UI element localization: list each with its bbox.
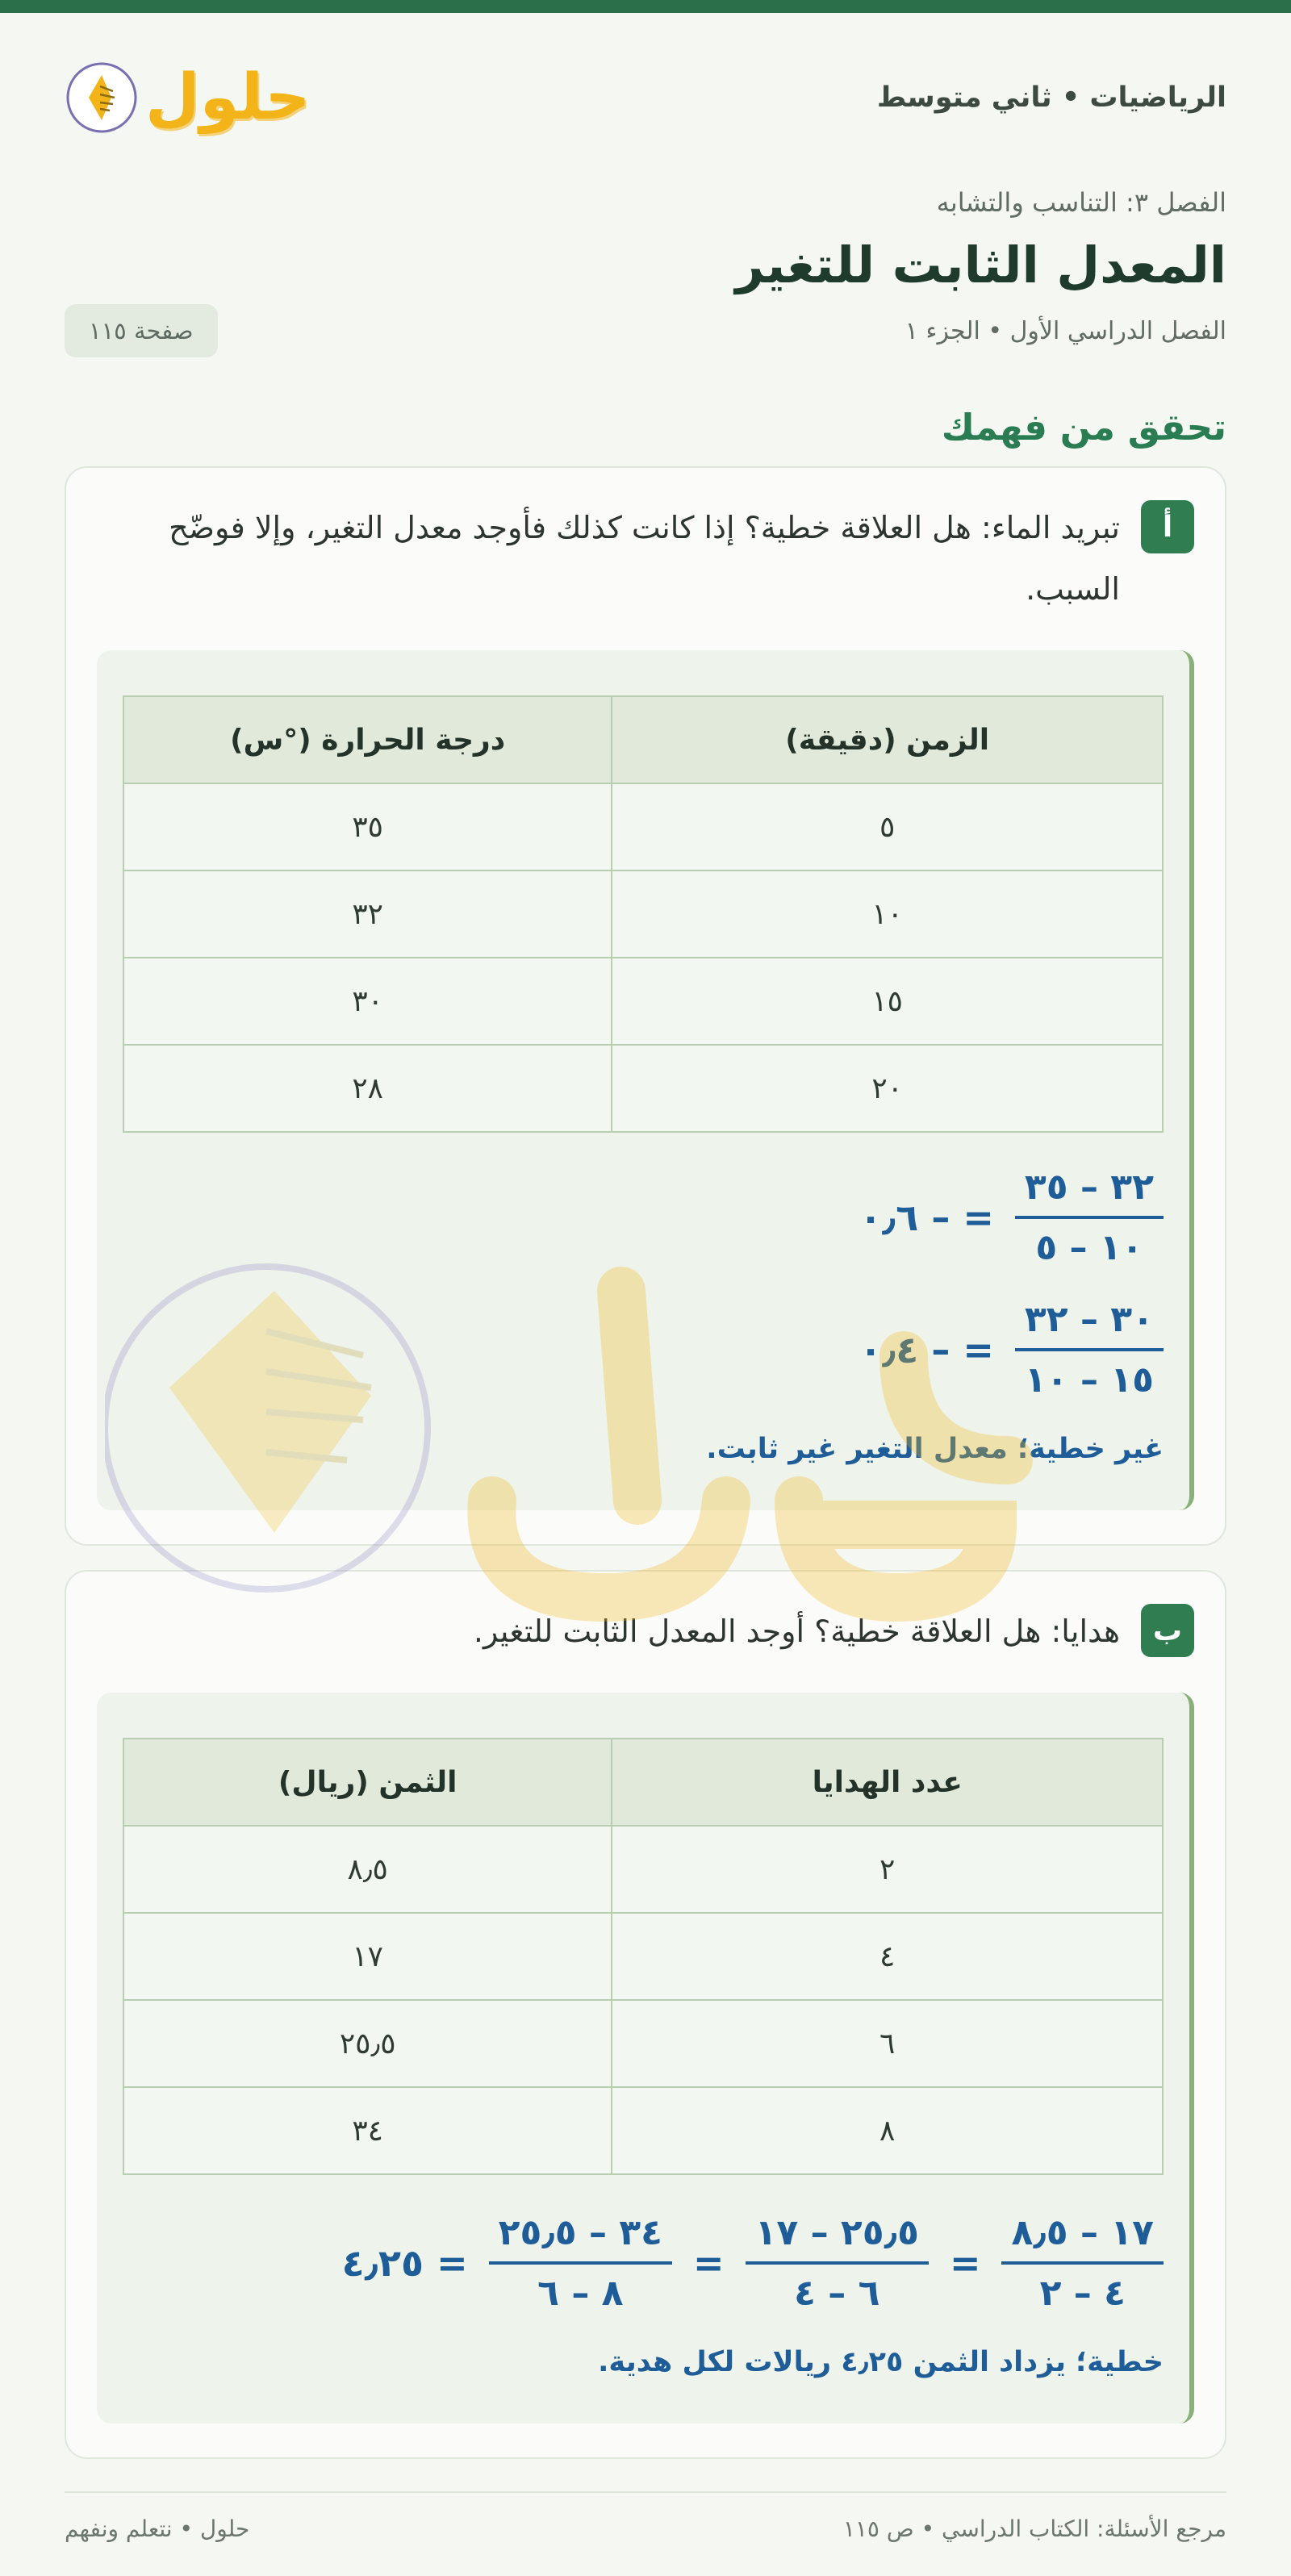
fraction-numerator: ٢٥٫٥ – ١٧: [746, 2212, 929, 2265]
equation-result: = – ٠٫٤: [859, 1328, 994, 1372]
column-header: عدد الهدايا: [612, 1739, 1163, 1826]
table-cell: ٣٤: [123, 2087, 612, 2174]
column-header: الزمن (دقيقة): [612, 696, 1163, 783]
table-cell: ٥: [612, 783, 1163, 870]
equation-line: [123, 2212, 1164, 2314]
footer-reference: مرجع الأسئلة: الكتاب الدراسي • ص ١١٥: [842, 2515, 1226, 2542]
table-row: [123, 1826, 1163, 1913]
table-cell: ٨٫٥: [123, 1826, 612, 1913]
fraction: [746, 2212, 929, 2314]
equation-result: = ٤٫٢٥: [341, 2241, 468, 2285]
fraction-numerator: ٣٠ – ٣٢: [1015, 1299, 1164, 1351]
equation-line: [123, 1299, 1164, 1401]
question-card-a: [65, 466, 1226, 1546]
fraction: [1015, 1167, 1164, 1268]
table-row: [123, 1913, 1163, 2000]
equals-sign: =: [949, 2241, 981, 2285]
table-row: [123, 783, 1163, 870]
logo-wordmark: حلول: [145, 61, 311, 134]
table-cell: ٨: [612, 2087, 1163, 2174]
question-badge: ب: [1141, 1604, 1194, 1657]
fraction: [489, 2212, 672, 2314]
table-cell: ١٠: [612, 870, 1163, 958]
lesson-meta: [65, 304, 1226, 357]
table-row: [123, 958, 1163, 1045]
logo-emblem-icon: [65, 61, 139, 135]
top-accent-bar: [0, 0, 1291, 13]
fraction-denominator: ٦ – ٤: [794, 2273, 880, 2314]
page-content: [0, 13, 1291, 2542]
table-cell: ٢٨: [123, 1045, 612, 1132]
question-card-b: [65, 1570, 1226, 2459]
question-row: [97, 497, 1194, 620]
table-row: [123, 2000, 1163, 2087]
question-badge: أ: [1141, 500, 1194, 553]
answer-conclusion: خطية؛ يزداد الثمن ٤٫٢٥ ريالات لكل هدية.: [598, 2346, 1164, 2378]
question-row: [97, 1601, 1194, 1662]
question-text: هدايا: هل العلاقة خطية؟ أوجد المعدل الثابت للتغير.: [473, 1614, 1120, 1649]
data-table: [123, 1738, 1164, 2175]
fraction-numerator: ٣٢ – ٣٥: [1015, 1167, 1164, 1219]
data-table: [123, 695, 1164, 1133]
table-row: [123, 870, 1163, 958]
fraction-denominator: ٤ – ٢: [1039, 2273, 1126, 2314]
fraction-numerator: ١٧ – ٨٫٥: [1001, 2212, 1164, 2265]
answer-panel: [97, 1693, 1194, 2424]
lesson-title: المعدل الثابت للتغير: [735, 236, 1226, 294]
subject-label: الرياضيات • ثاني متوسط: [876, 81, 1226, 114]
page-number-chip: صفحة ١١٥: [65, 304, 218, 357]
table-cell: ٢: [612, 1826, 1163, 1913]
table-row: [123, 1045, 1163, 1132]
fraction-denominator: ١٥ – ١٠: [1024, 1359, 1154, 1401]
table-cell: ٢٠: [612, 1045, 1163, 1132]
column-header: الثمن (ريال): [123, 1739, 612, 1826]
table-cell: ١٥: [612, 958, 1163, 1045]
table-row: [123, 2087, 1163, 2174]
section-title: تحقق من فهمك: [941, 406, 1226, 449]
table-cell: ٣٠: [123, 958, 612, 1045]
term-label: الفصل الدراسي الأول • الجزء ١: [905, 316, 1226, 345]
column-header: درجة الحرارة (°س): [123, 696, 612, 783]
question-text: تبريد الماء: هل العلاقة خطية؟ إذا كانت كذلك فأوجد معدل التغير، وإلا فوضّح السبب.: [169, 510, 1120, 607]
table-cell: ٣٥: [123, 783, 612, 870]
answer-conclusion: غير خطية؛ معدل التغير غير ثابت.: [706, 1433, 1164, 1465]
table-cell: ١٧: [123, 1913, 612, 2000]
site-logo[interactable]: [65, 61, 311, 135]
equation-group: [123, 1167, 1164, 1401]
answer-panel: [97, 650, 1194, 1510]
fraction-numerator: ٣٤ – ٢٥٫٥: [489, 2212, 672, 2265]
equals-sign: =: [693, 2241, 725, 2285]
fraction: [1001, 2212, 1164, 2314]
table-header-row: [123, 1739, 1163, 1826]
equation-result: = – ٠٫٦: [859, 1196, 994, 1239]
footer-brand: حلول • نتعلم ونفهم: [65, 2515, 250, 2542]
page-header: [65, 13, 1226, 182]
table-cell: ٤: [612, 1913, 1163, 2000]
fraction-denominator: ٨ – ٦: [537, 2273, 624, 2314]
fraction-denominator: ١٠ – ٥: [1035, 1227, 1143, 1268]
page-footer: [65, 2493, 1226, 2542]
table-header-row: [123, 696, 1163, 783]
equation-line: [123, 1167, 1164, 1268]
table-cell: ٦: [612, 2000, 1163, 2087]
chapter-label: الفصل ٣: التناسب والتشابه: [936, 187, 1226, 218]
fraction: [1015, 1299, 1164, 1401]
table-cell: ٣٢: [123, 870, 612, 958]
table-cell: ٢٥٫٥: [123, 2000, 612, 2087]
